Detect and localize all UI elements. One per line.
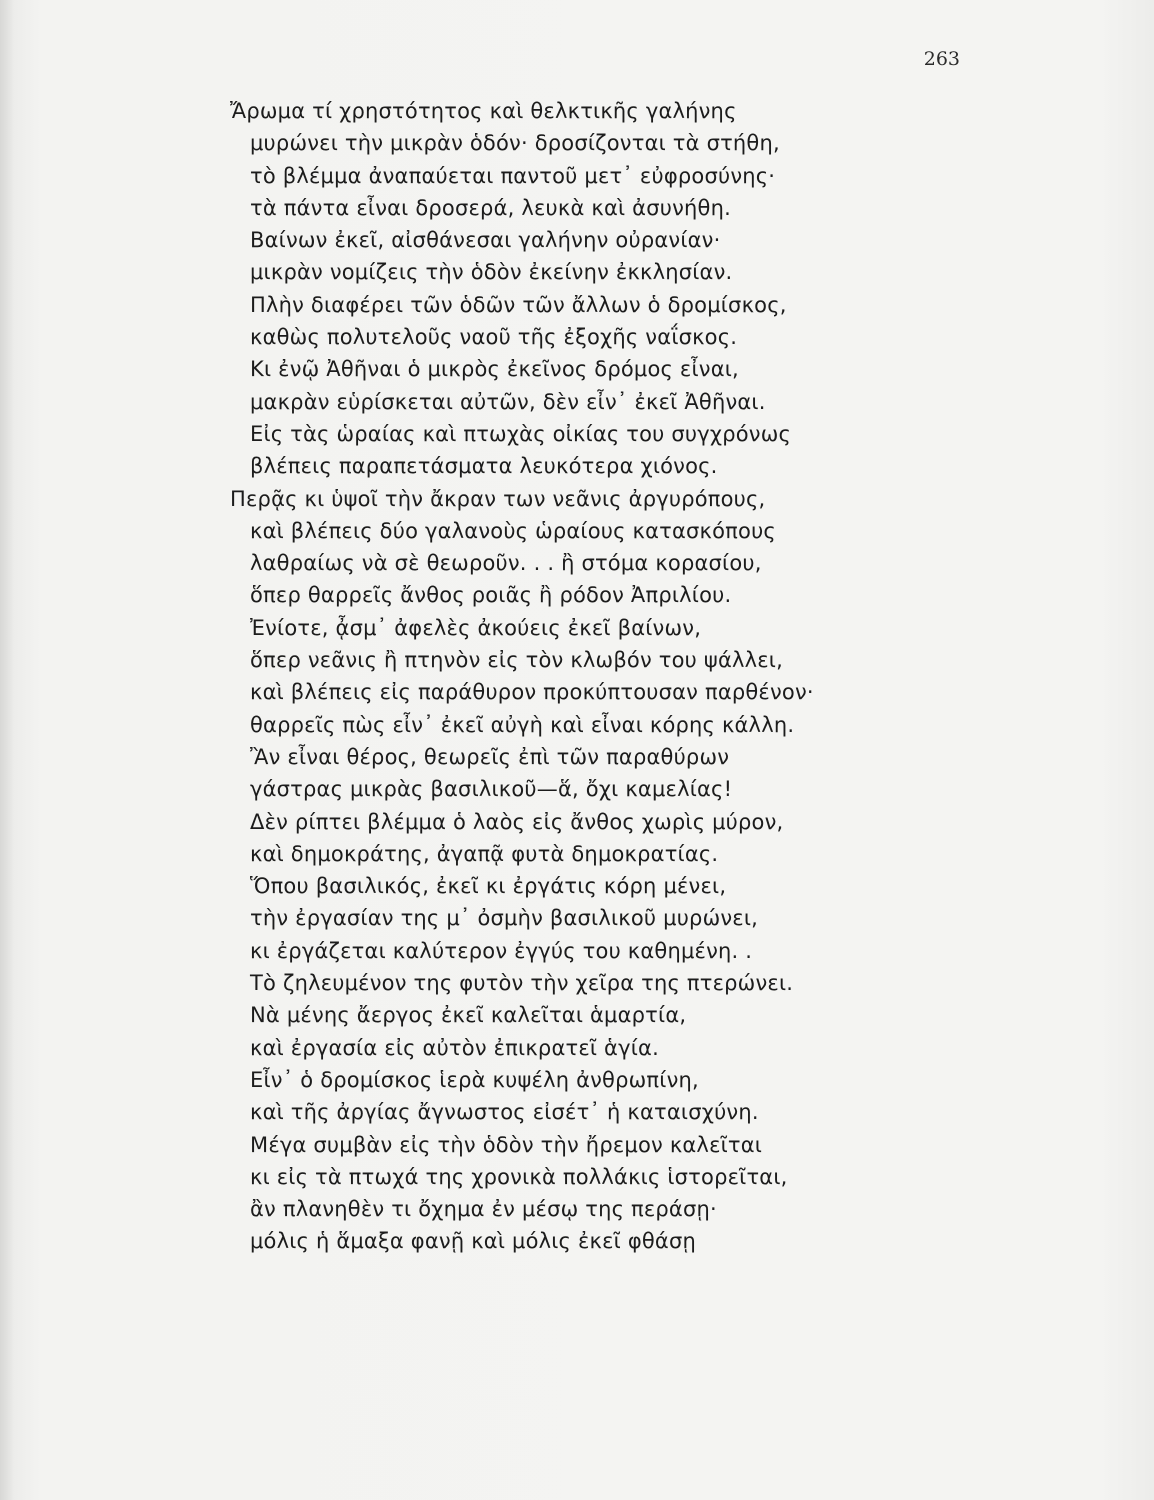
- poem-line: ὅπερ θαρρεῖς ἄνθος ροιᾶς ἢ ρόδον Ἀπριλίου.: [250, 583, 732, 608]
- poem-line: μακρὰν εὑρίσκεται αὐτῶν, δὲν εἶν᾽ ἐκεῖ Ἀθῆναι.: [250, 389, 766, 414]
- poem-line: γάστρας μικρὰς βασιλικοῦ—ἅ, ὄχι καμελίας!: [250, 777, 733, 802]
- poem-line: Ἂν εἶναι θέρος, θεωρεῖς ἐπὶ τῶν παραθύρων: [250, 744, 730, 769]
- poem-line: μικρὰν νομίζεις τὴν ὁδὸν ἐκείνην ἐκκλησίαν.: [250, 260, 733, 285]
- poem-body: [230, 95, 1130, 1258]
- poem-line: ὅπερ νεᾶνις ἢ πτηνὸν εἰς τὸν κλωβόν του ψάλλει,: [250, 648, 783, 673]
- poem-line: Εἶν᾽ ὁ δρομίσκος ἱερὰ κυψέλη ἀνθρωπίνη,: [250, 1067, 699, 1092]
- poem-line: τὴν ἐργασίαν της μ᾽ ὀσμὴν βασιλικοῦ μυρώνει,: [250, 906, 759, 931]
- poem-line: μόλις ἡ ἅμαξα φανῇ καὶ μόλις ἐκεῖ φθάσῃ: [250, 1229, 696, 1254]
- poem-line: βλέπεις παραπετάσματα λευκότερα χιόνος.: [250, 454, 718, 479]
- poem-line: Περᾷς κι ὑψοῖ τὴν ἄκραν των νεᾶνις ἀργυρόπους,: [230, 486, 766, 511]
- spine-shadow: [0, 0, 14, 1500]
- poem-line: Κι ἐνῷ Ἀθῆναι ὁ μικρὸς ἐκεῖνος δρόμος εἶναι,: [250, 357, 739, 382]
- poem-line: καὶ βλέπεις δύο γαλανοὺς ὡραίους κατασκόπους: [250, 518, 776, 543]
- poem-line: ἂν πλανηθὲν τι ὄχημα ἐν μέσῳ της περάσῃ·: [250, 1197, 717, 1222]
- poem-line: Νὰ μένης ἄεργος ἐκεῖ καλεῖται ἁμαρτία,: [250, 1003, 687, 1028]
- poem-line: Εἰς τὰς ὡραίας καὶ πτωχὰς οἰκίας του συγχρόνως: [250, 421, 792, 446]
- poem-line: κι εἰς τὰ πτωχά της χρονικὰ πολλάκις ἱστορεῖται,: [250, 1164, 788, 1189]
- poem-line: Μέγα συμβὰν εἰς τὴν ὁδὸν τὴν ἤρεμον καλεῖται: [250, 1132, 763, 1157]
- poem-line: θαρρεῖς πὼς εἶν᾽ ἐκεῖ αὐγὴ καὶ εἶναι κόρης κάλλη.: [250, 712, 795, 737]
- poem-line: Ἄρωμα τί χρηστότητος καὶ θελκτικῆς γαλήνης: [230, 99, 737, 123]
- poem-line: Βαίνων ἐκεῖ, αἰσθάνεσαι γαλήνην οὐρανίαν·: [250, 228, 721, 253]
- poem-line: λαθραίως νὰ σὲ θεωροῦν. . . ἢ στόμα κορασίου,: [250, 551, 762, 576]
- poem-line: καὶ ἐργασία εἰς αὐτὸν ἐπικρατεῖ ἁγία.: [250, 1035, 659, 1060]
- poem-line: καθὼς πολυτελοῦς ναοῦ τῆς ἐξοχῆς ναΐσκος.: [250, 325, 738, 350]
- poem-line: Ὅπου βασιλικός, ἐκεῖ κι ἐργάτις κόρη μένει,: [250, 874, 727, 899]
- page-number: 263: [923, 48, 960, 70]
- poem-line: τὰ πάντα εἶναι δροσερά, λευκὰ καὶ ἀσυνήθη.: [250, 195, 731, 220]
- poem-line: καὶ βλέπεις εἰς παράθυρον προκύπτουσαν παρθένον·: [250, 680, 814, 705]
- poem-line: Δὲν ρίπτει βλέμμα ὁ λαὸς εἰς ἄνθος χωρὶς μύρον,: [250, 809, 784, 834]
- poem-line: τὸ βλέμμα ἀναπαύεται παντοῦ μετ᾽ εὐφροσύνης·: [250, 163, 776, 188]
- poem-line: κι ἐργάζεται καλύτερον ἐγγύς του καθημένη. .: [250, 938, 753, 963]
- poem-line: καὶ τῆς ἀργίας ἄγνωστος εἰσέτ᾽ ἡ καταισχύνη.: [250, 1100, 759, 1125]
- poem-line: καὶ δημοκράτης, ἀγαπᾷ φυτὰ δημοκρατίας.: [250, 841, 719, 866]
- poem-line: Πλὴν διαφέρει τῶν ὁδῶν τῶν ἄλλων ὁ δρομίσκος,: [250, 292, 787, 317]
- poem-line: Τὸ ζηλευμένον της φυτὸν τὴν χεῖρα της πτερώνει.: [250, 971, 794, 996]
- poem-line: Ἐνίοτε, ᾆσμ᾽ ἀφελὲς ἀκούεις ἐκεῖ βαίνων,: [250, 615, 702, 640]
- poem-line: μυρώνει τὴν μικρὰν ὁδόν· δροσίζονται τὰ στήθη,: [250, 131, 780, 156]
